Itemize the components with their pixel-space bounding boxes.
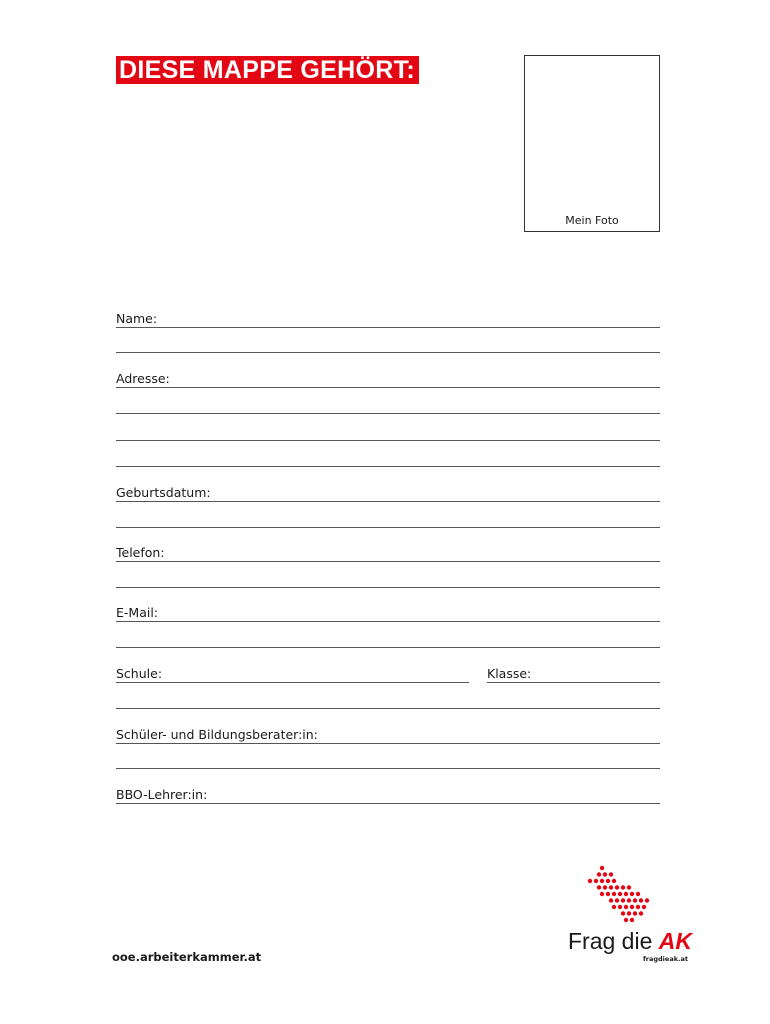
name-line-2[interactable] <box>116 352 660 353</box>
name-field[interactable] <box>116 311 660 328</box>
email-label: E-Mail: <box>116 605 159 620</box>
berater-label: Schüler- und Bildungsberater:in: <box>116 727 318 742</box>
ak-logo <box>560 860 690 970</box>
photo-frame[interactable] <box>524 55 660 232</box>
photo-label: Mein Foto <box>565 214 619 227</box>
logo-text-brand: AK <box>658 928 692 954</box>
geburtsdatum-line-2[interactable] <box>116 527 660 528</box>
adresse-field[interactable] <box>116 371 660 388</box>
berater-field[interactable] <box>116 727 660 744</box>
schule-line-2[interactable] <box>116 708 660 709</box>
email-line-2[interactable] <box>116 647 660 648</box>
adresse-line-4[interactable] <box>116 466 660 467</box>
name-label: Name: <box>116 311 158 326</box>
berater-line-2[interactable] <box>116 768 660 769</box>
adresse-line-3[interactable] <box>116 440 660 441</box>
email-field[interactable] <box>116 605 660 622</box>
adresse-label: Adresse: <box>116 371 170 386</box>
schule-label: Schule: <box>116 666 163 681</box>
adresse-line-2[interactable] <box>116 413 660 414</box>
telefon-line-2[interactable] <box>116 587 660 588</box>
ak-logo-dots-icon <box>560 860 690 930</box>
logo-text-main: Frag die <box>568 928 659 954</box>
page-title: DIESE MAPPE GEHÖRT: <box>116 56 419 84</box>
footer-url: ooe.arbeiterkammer.at <box>112 950 262 964</box>
klasse-label: Klasse: <box>487 666 532 681</box>
geburtsdatum-label: Geburtsdatum: <box>116 485 211 500</box>
logo-text <box>568 928 692 955</box>
bbo-label: BBO-Lehrer:in: <box>116 787 208 802</box>
klasse-field[interactable] <box>487 666 660 683</box>
logo-subtext: fragdieak.at <box>642 955 688 963</box>
telefon-field[interactable] <box>116 545 660 562</box>
schule-field[interactable] <box>116 666 469 683</box>
geburtsdatum-field[interactable] <box>116 485 660 502</box>
bbo-field[interactable] <box>116 787 660 804</box>
telefon-label: Telefon: <box>116 545 165 560</box>
